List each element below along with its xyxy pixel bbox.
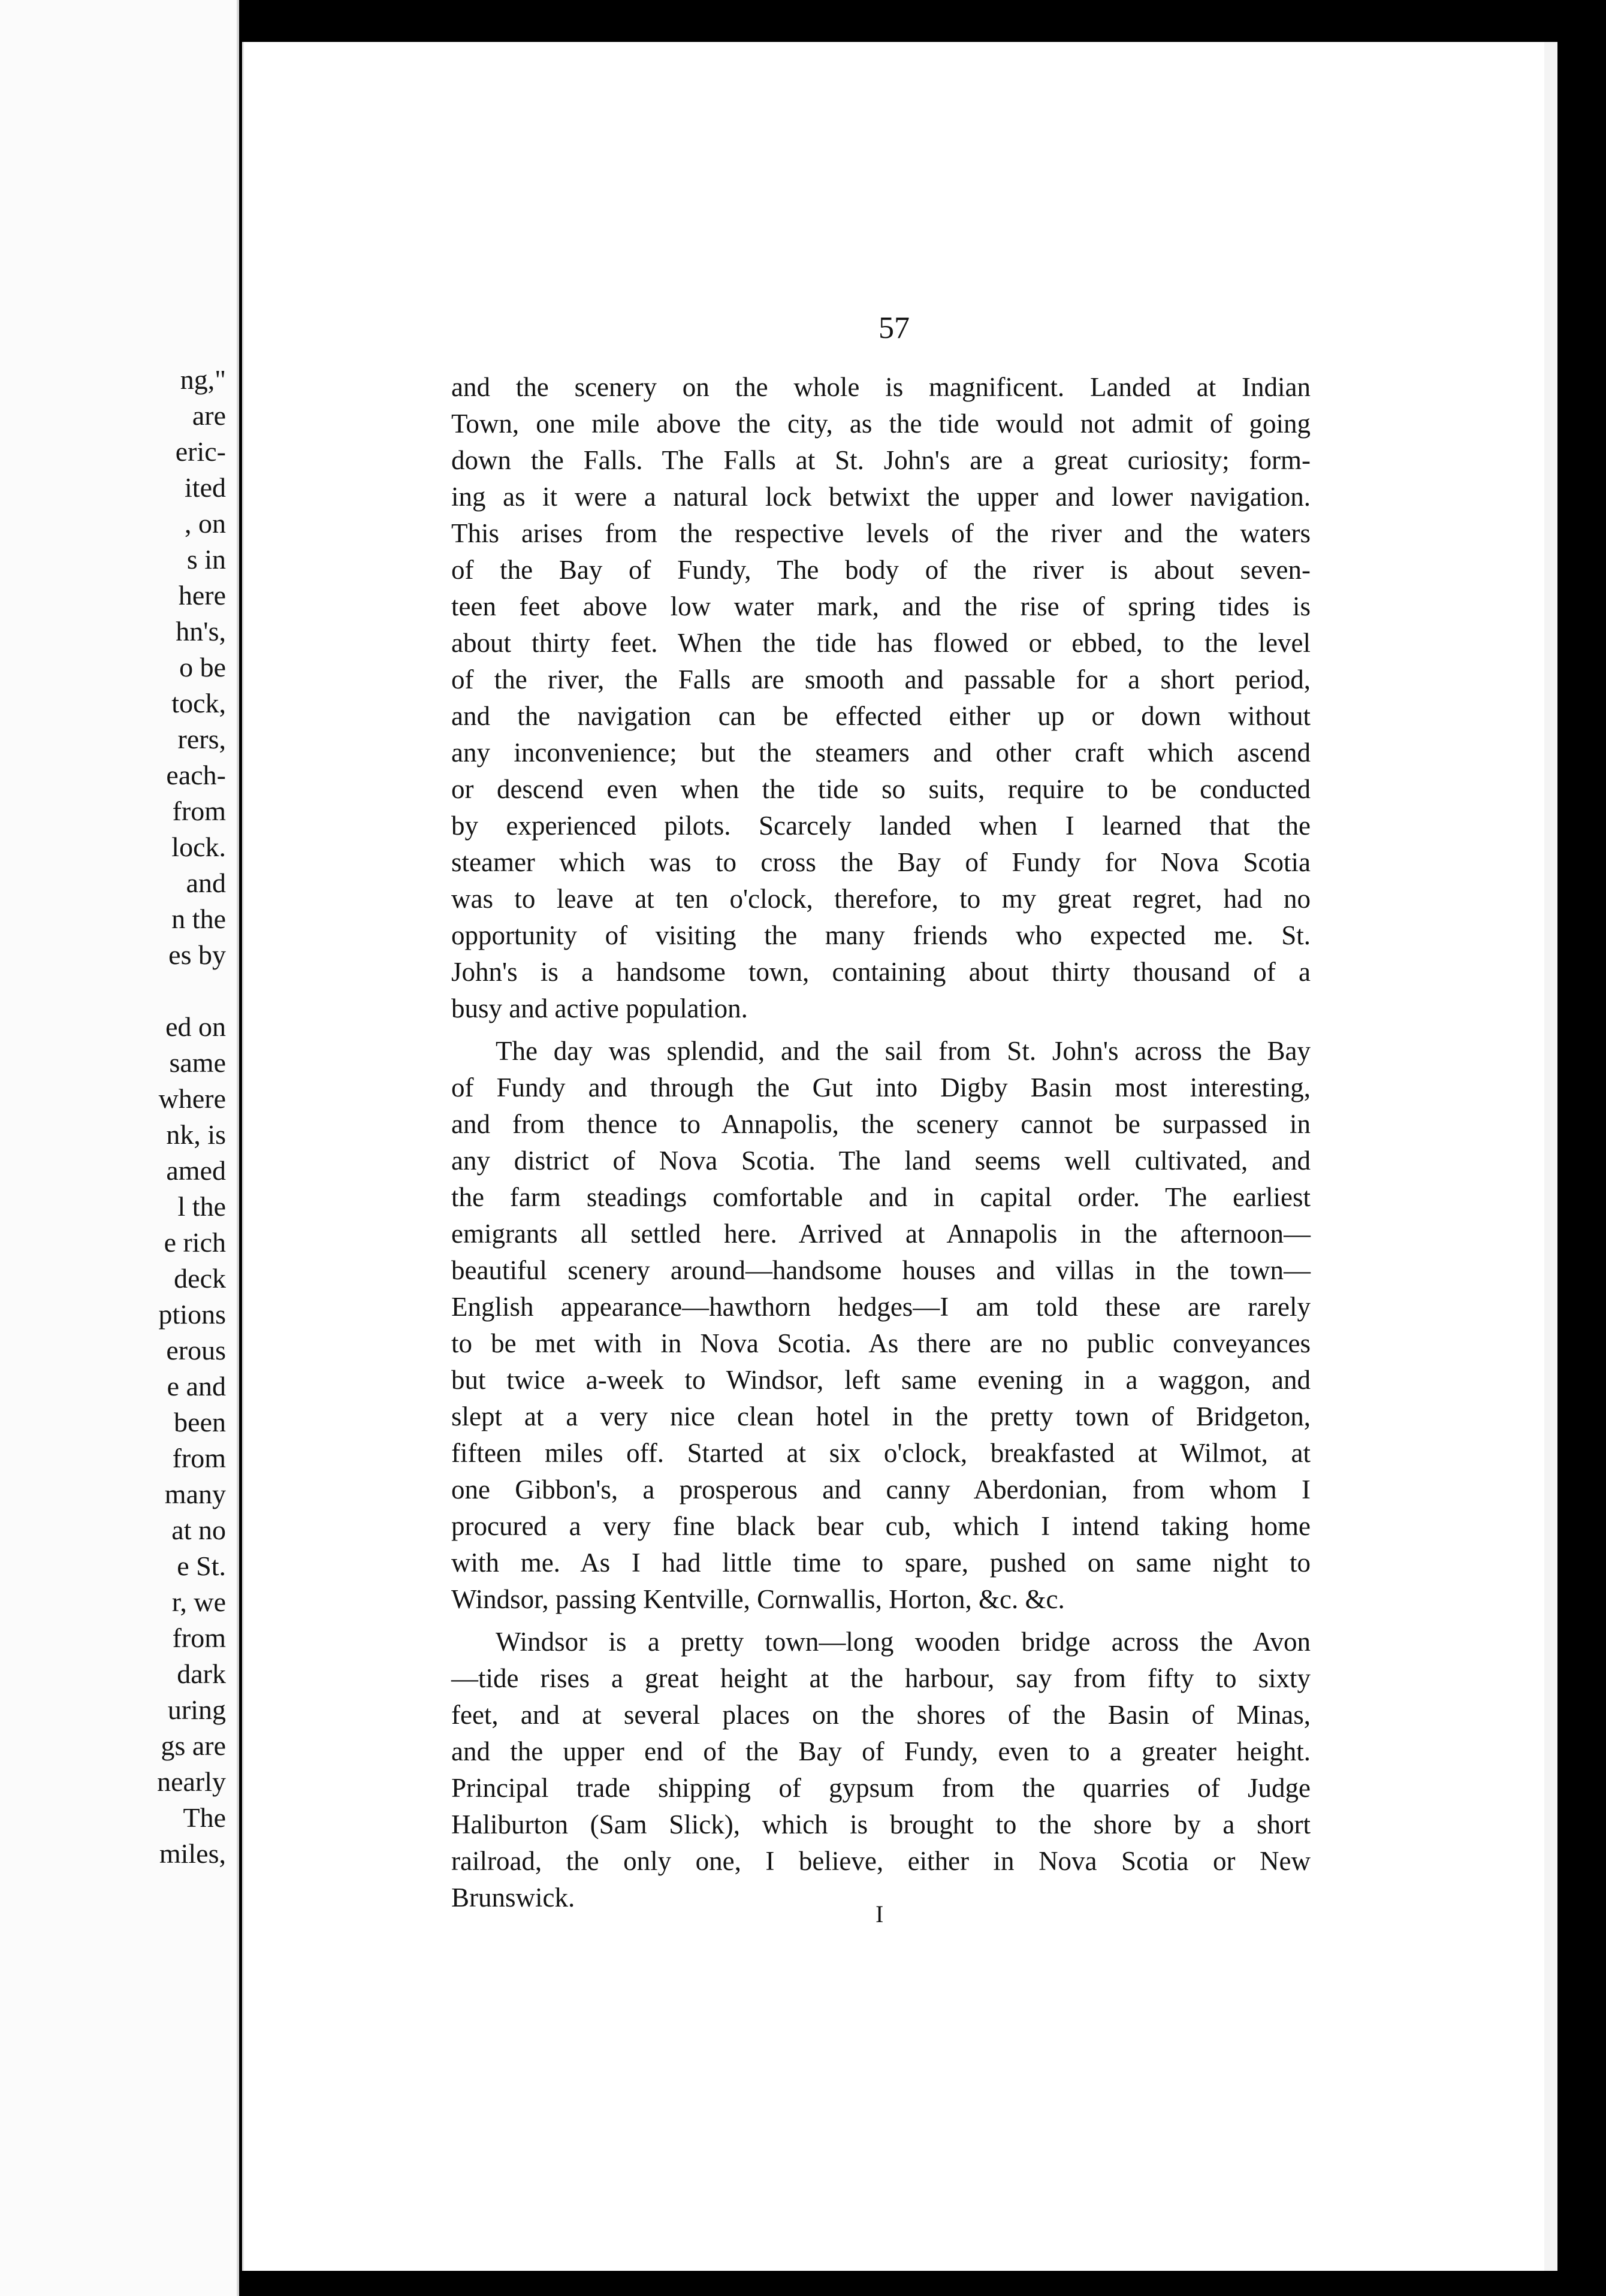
text-line: the farm steadings comfortable and in capital order. The earliest	[451, 1182, 1311, 1212]
facing-page-fragment: ng,"	[180, 364, 226, 395]
facing-page-fragment	[10, 973, 226, 1009]
facing-page-fragment: n the	[171, 904, 226, 934]
text-line: The day was splendid, and the sail from St. John's across the Bay	[496, 1036, 1311, 1066]
facing-page-fragment: , on	[185, 508, 226, 539]
facing-page-fragment: same	[169, 1047, 226, 1078]
text-line: and the scenery on the whole is magnificent. Landed at Indian	[451, 372, 1311, 402]
facing-page-fragment: are	[192, 400, 226, 431]
facing-page-fragment: amed	[166, 1155, 226, 1186]
book-page	[242, 42, 1557, 2271]
text-line: English appearance—hawthorn hedges—I am told these are rarely	[451, 1292, 1311, 1322]
text-line: and the upper end of the Bay of Fundy, even to a greater height.	[451, 1736, 1311, 1766]
text-line: teen feet above low water mark, and the rise of spring tides is	[451, 591, 1311, 621]
text-line: any inconvenience; but the steamers and other craft which ascend	[451, 738, 1311, 768]
text-line: railroad, the only one, I believe, either in Nova Scotia or New	[451, 1846, 1311, 1876]
text-line: to be met with in Nova Scotia. As there are no public conveyances	[451, 1328, 1311, 1358]
facing-page-fragment: uring	[167, 1694, 226, 1725]
text-line: of Fundy and through the Gut into Digby Basin most interesting,	[451, 1073, 1311, 1102]
text-line: —tide rises a great height at the harbour, say from fifty to sixty	[451, 1663, 1311, 1693]
text-line: slept at a very nice clean hotel in the pretty town of Bridgeton,	[451, 1401, 1311, 1431]
facing-page-fragment: from	[172, 1443, 226, 1473]
text-line: ing as it were a natural lock betwixt the upper and lower navigation.	[451, 482, 1311, 512]
text-line: any district of Nova Scotia. The land seems well cultivated, and	[451, 1146, 1311, 1176]
text-line: or descend even when the tide so suits, require to be conducted	[451, 774, 1311, 804]
text-line: with me. As I had little time to spare, pushed on same night to	[451, 1548, 1311, 1578]
facing-page-fragment: hn's,	[176, 616, 226, 646]
facing-page-fragment: ed on	[165, 1011, 226, 1042]
facing-page-fragment: many	[164, 1479, 226, 1509]
facing-page-fragment: es by	[168, 939, 226, 970]
text-line: Haliburton (Sam Slick), which is brought to the shore by a short	[451, 1809, 1311, 1839]
facing-page-edge	[0, 0, 239, 2296]
text-line: opportunity of visiting the many friends who expected me. St.	[451, 920, 1311, 950]
facing-page-fragment: at no	[171, 1515, 226, 1545]
text-line: emigrants all settled here. Arrived at Annapolis in the afternoon—	[451, 1219, 1311, 1249]
facing-page-fragment: The	[183, 1802, 226, 1833]
facing-page-fragment: nk, is	[166, 1119, 226, 1150]
text-line: but twice a-week to Windsor, left same evening in a waggon, and	[451, 1365, 1311, 1395]
text-line: Brunswick.	[451, 1883, 575, 1913]
facing-page-fragment: nearly	[157, 1766, 226, 1797]
text-line: steamer which was to cross the Bay of Fundy for Nova Scotia	[451, 847, 1311, 877]
text-line: procured a very fine black bear cub, which I intend taking home	[451, 1511, 1311, 1541]
page-number: 57	[879, 311, 910, 345]
facing-page-fragment: gs are	[161, 1730, 226, 1761]
paragraph	[451, 369, 1311, 1027]
footer-mark: I	[876, 1901, 884, 1928]
facing-page-fragment: from	[172, 1623, 226, 1653]
facing-page-fragment: rers,	[177, 724, 226, 754]
text-line: feet, and at several places on the shores of the Basin of Minas,	[451, 1700, 1311, 1730]
text-line: This arises from the respective levels of the river and the waters	[451, 518, 1311, 548]
text-line: of the river, the Falls are smooth and passable for a short period,	[451, 664, 1311, 694]
facing-page-fragment: each-	[166, 760, 226, 790]
text-line: one Gibbon's, a prosperous and canny Aberdonian, from whom I	[451, 1475, 1311, 1505]
text-line: Windsor, passing Kentville, Cornwallis, Horton, &c. &c.	[451, 1584, 1065, 1614]
page-body	[451, 369, 1311, 1916]
facing-page-fragment: e rich	[164, 1227, 226, 1258]
paragraph-gap	[451, 1618, 1311, 1624]
facing-page-fragment: erous	[166, 1335, 226, 1365]
facing-page-fragment: dark	[177, 1658, 226, 1689]
facing-page-fragment: o be	[179, 652, 226, 682]
paragraph	[451, 1624, 1311, 1916]
facing-page-fragment: s in	[186, 544, 226, 575]
facing-page-fragment: from	[172, 796, 226, 826]
facing-page-fragment: deck	[174, 1263, 226, 1294]
text-line: Town, one mile above the city, as the tide would not admit of going	[451, 409, 1311, 439]
facing-page-fragment: e and	[167, 1371, 226, 1401]
text-line: fifteen miles off. Started at six o'clock, breakfasted at Wilmot, at	[451, 1438, 1311, 1468]
text-line: was to leave at ten o'clock, therefore, to my great regret, had no	[451, 884, 1311, 914]
facing-page-fragment: here	[178, 580, 226, 611]
facing-page-fragment: lock.	[171, 832, 226, 862]
facing-page-text	[10, 362, 226, 1872]
text-line: busy and active population.	[451, 993, 748, 1023]
facing-page-fragment: eric-	[175, 436, 226, 467]
paragraph-gap	[451, 1027, 1311, 1033]
paragraph	[451, 1033, 1311, 1618]
facing-page-fragment: e St.	[177, 1551, 226, 1581]
facing-page-fragment: ptions	[158, 1299, 226, 1330]
text-line: by experienced pilots. Scarcely landed when I learned that the	[451, 811, 1311, 841]
text-line: Principal trade shipping of gypsum from the quarries of Judge	[451, 1773, 1311, 1803]
facing-page-fragment: r, we	[171, 1587, 226, 1617]
text-line: and from thence to Annapolis, the scenery cannot be surpassed in	[451, 1109, 1311, 1139]
text-line: about thirty feet. When the tide has flowed or ebbed, to the level	[451, 628, 1311, 658]
facing-page-fragment: miles,	[159, 1838, 226, 1869]
facing-page-fragment: where	[158, 1083, 226, 1114]
text-line: and the navigation can be effected either up or down without	[451, 701, 1311, 731]
facing-page-fragment: l the	[177, 1191, 226, 1222]
text-line: down the Falls. The Falls at St. John's are a great curiosity; form-	[451, 445, 1311, 475]
text-line: John's is a handsome town, containing about thirty thousand of a	[451, 957, 1311, 987]
facing-page-fragment: been	[174, 1407, 226, 1437]
text-line: beautiful scenery around—handsome houses and villas in the town—	[451, 1255, 1311, 1285]
facing-page-fragment: ited	[185, 472, 226, 503]
facing-page-fragment: and	[186, 868, 226, 898]
text-line: of the Bay of Fundy, The body of the river is about seven-	[451, 555, 1311, 585]
text-line: Windsor is a pretty town—long wooden bridge across the Avon	[496, 1627, 1311, 1657]
facing-page-fragment: tock,	[171, 688, 226, 718]
